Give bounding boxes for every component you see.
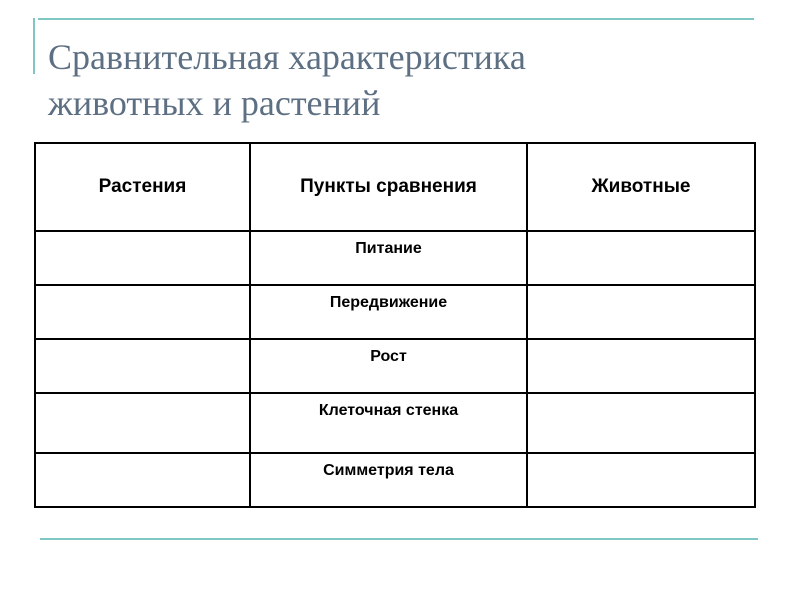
slide-title bbox=[48, 34, 748, 126]
animals-cell bbox=[527, 339, 755, 393]
header-plants: Растения bbox=[35, 143, 250, 231]
left-accent-line bbox=[33, 18, 35, 74]
title-line-2: животных и растений bbox=[48, 83, 381, 123]
plants-cell bbox=[35, 453, 250, 507]
table-header-row bbox=[35, 143, 755, 231]
table-row bbox=[35, 393, 755, 453]
plants-cell bbox=[35, 393, 250, 453]
plants-cell bbox=[35, 339, 250, 393]
top-divider-line bbox=[38, 18, 754, 20]
criterion-cell: Симметрия тела bbox=[250, 453, 527, 507]
table-row bbox=[35, 453, 755, 507]
comparison-table bbox=[34, 142, 756, 508]
animals-cell bbox=[527, 393, 755, 453]
criterion-cell: Клеточная стенка bbox=[250, 393, 527, 453]
animals-cell bbox=[527, 231, 755, 285]
header-animals: Животные bbox=[527, 143, 755, 231]
animals-cell bbox=[527, 285, 755, 339]
criterion-cell: Питание bbox=[250, 231, 527, 285]
title-line-1: Сравнительная характеристика bbox=[48, 37, 526, 77]
plants-cell bbox=[35, 231, 250, 285]
criterion-cell: Передвижение bbox=[250, 285, 527, 339]
animals-cell bbox=[527, 453, 755, 507]
table-row bbox=[35, 231, 755, 285]
plants-cell bbox=[35, 285, 250, 339]
bottom-divider-line bbox=[40, 538, 758, 540]
criterion-cell: Рост bbox=[250, 339, 527, 393]
table-row bbox=[35, 285, 755, 339]
header-criteria: Пункты сравнения bbox=[250, 143, 527, 231]
table-row bbox=[35, 339, 755, 393]
